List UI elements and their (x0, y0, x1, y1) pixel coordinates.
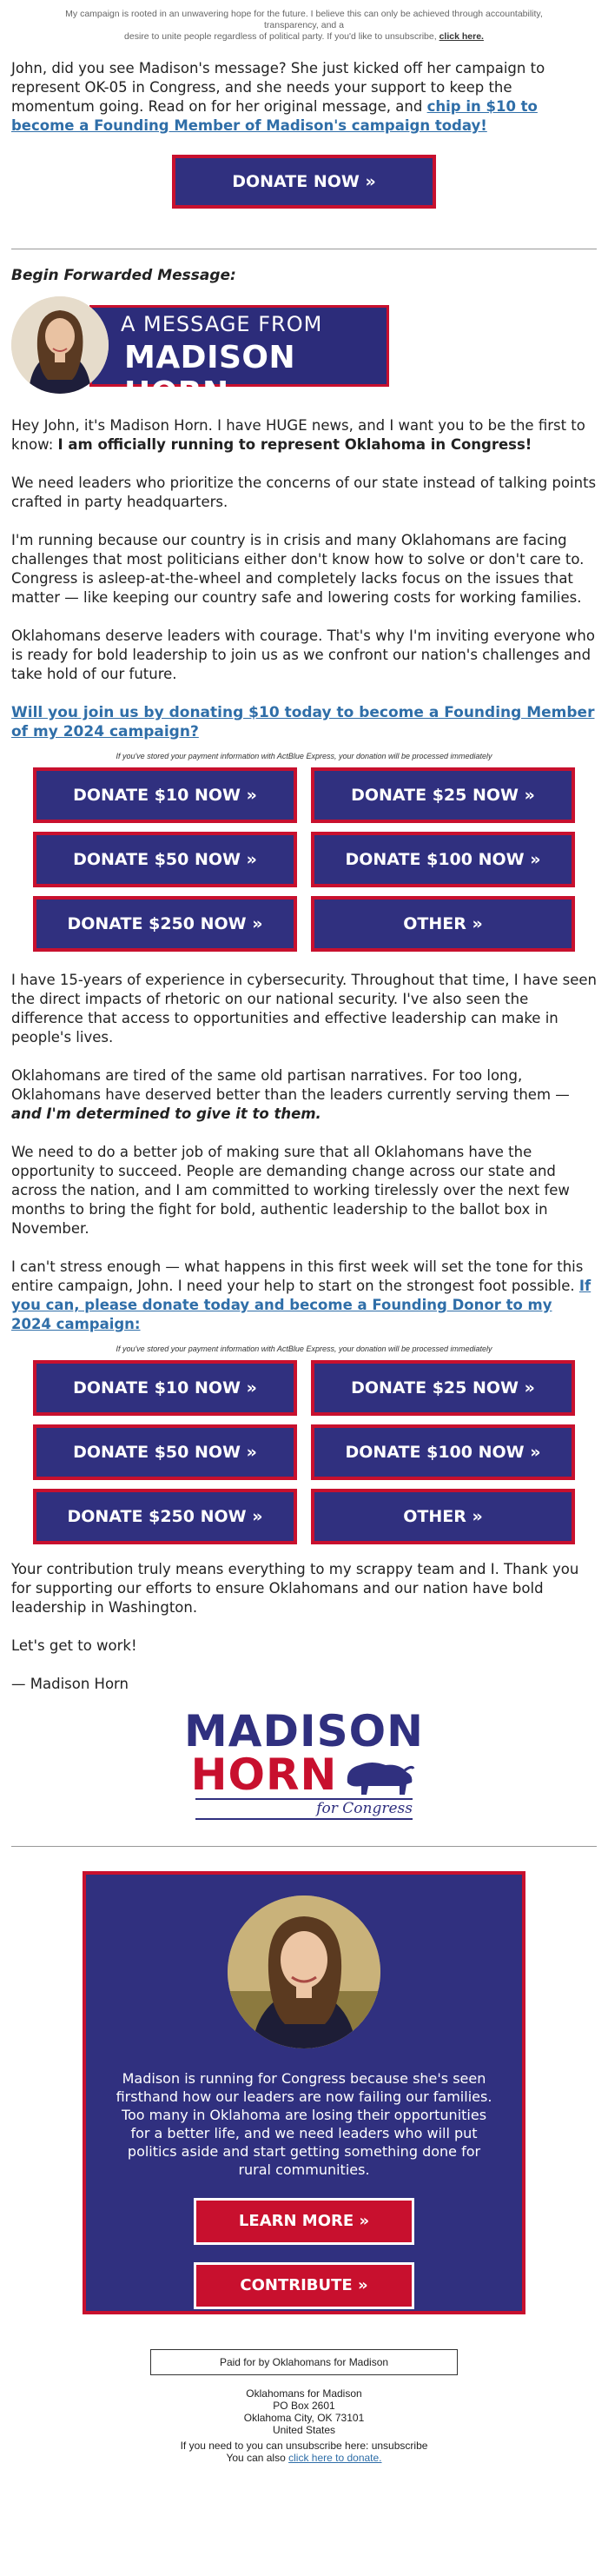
donate-other-button[interactable]: OTHER » (311, 1489, 575, 1544)
letter-p10: Let's get to work! (11, 1637, 137, 1654)
footer-donate-link[interactable]: click here to donate. (288, 2452, 382, 2464)
donation-grid-1 (7, 767, 601, 952)
donate-other-button[interactable]: OTHER » (311, 896, 575, 952)
donate-100-button[interactable]: DONATE $100 NOW » (311, 1424, 575, 1480)
letter-p5: I have 15-years of experience in cybersecurity. Throughout that time, I have seen the direct impacts of rhetoric on our national security. I've also seen the difference that access to opportunities and effective leadership can make in people's lives. (11, 972, 597, 1046)
logo-line2: HORN (190, 1749, 338, 1800)
donate-50-button[interactable]: DONATE $50 NOW » (33, 832, 297, 887)
donate-now-button[interactable]: DONATE NOW » (172, 155, 436, 209)
footer-donate-prefix: You can also (226, 2452, 289, 2464)
preheader (7, 0, 601, 42)
footer-donate-line (7, 2452, 601, 2464)
donate-25-button[interactable]: DONATE $25 NOW » (311, 767, 575, 823)
letter-p4: Oklahomans deserve leaders with courage. That's why I'm inviting everyone who is ready for bold leadership to join us as we confront our nation's challenges and take hold of our future. (11, 627, 595, 682)
banner-line2: MADISON HORN (124, 340, 296, 411)
signature: — Madison Horn (11, 1676, 129, 1692)
footer-org: Oklahomans for Madison (246, 2387, 362, 2400)
letter-p3: I'm running because our country is in crisis and many Oklahomans are facing challenges that most politicians either don't know how to solve or don't care to. Congress is asleep-at-the-wheel and completely lacks focus on the issues that matter — like keeping our country safe and lowering costs for working families. (11, 532, 585, 606)
footer-city: Oklahoma City, OK 73101 (243, 2412, 365, 2424)
donate-10-button[interactable]: DONATE $10 NOW » (33, 767, 297, 823)
donation-grid-2 (7, 1360, 601, 1544)
letter-p8-text: I can't stress enough — what happens in this first week will set the tone for this entire campaign, John. I need your help to start on the strongest foot possible. (11, 1258, 584, 1294)
forwarded-message-label: Begin Forwarded Message: (11, 267, 236, 284)
letter-p1 (7, 416, 601, 455)
bison-icon (342, 1756, 417, 1796)
contribute-button[interactable]: CONTRIBUTE » (194, 2262, 414, 2309)
footer-country: United States (272, 2424, 336, 2436)
banner-line1: A MESSAGE FROM (121, 312, 323, 336)
donate-100-button[interactable]: DONATE $100 NOW » (311, 832, 575, 887)
letter-p9: Your contribution truly means everything to my scrappy team and I. Thank you for supporting our efforts to ensure Oklahomans and our nation have bold leadership in Washington. (11, 1561, 579, 1616)
card-text: Madison is running for Congress because she's seen firsthand how our leaders are now failing our families. Too many in Oklahoma are losing their opportunities for a better life, and we need leaders who will put politics aside and start getting something done for rural communities. (116, 2070, 492, 2178)
donate-250-button[interactable]: DONATE $250 NOW » (33, 1489, 297, 1544)
unsubscribe-link[interactable]: click here. (439, 31, 484, 42)
actblue-note-2: If you've stored your payment information with ActBlue Express, your donation will be processed immediately (116, 1344, 492, 1353)
email-body (7, 0, 601, 2464)
preheader-line1: My campaign is rooted in an unwavering hope for the future. I believe this can only be achieved through accountability, transparency, and a (65, 9, 543, 30)
donate-10-button[interactable]: DONATE $10 NOW » (33, 1360, 297, 1416)
letter-p6-bold: and I'm determined to give it to them. (11, 1105, 321, 1122)
donate-50-button[interactable]: DONATE $50 NOW » (33, 1424, 297, 1480)
preheader-line2: desire to unite people regardless of political party. If you'd like to unsubscribe, (124, 31, 437, 42)
logo-line1: MADISON (184, 1706, 424, 1756)
actblue-note: If you've stored your payment information with ActBlue Express, your donation will be processed immediately (116, 752, 492, 760)
footer-unsubscribe[interactable]: If you need to you can unsubscribe here: unsubscribe (180, 2440, 428, 2452)
learn-more-button[interactable]: LEARN MORE » (194, 2198, 414, 2245)
letter-p6-text: Oklahomans are tired of the same old partisan narratives. For too long, Oklahomans have deserved better than the leaders currently serving them — (11, 1067, 570, 1103)
intro-text: John, did you see Madison's message? She just kicked off her campaign to represent OK-05 in Congress, and she needs your support to keep the momentum going. Read on for her original message, and (11, 60, 545, 115)
letter-p7: We need to do a better job of making sure that all Oklahomans have the opportunity to succeed. People are demanding change across our state and across the nation, and I am committed to working tirelessly over the next few months to bring the fight for bold, authentic leadership to the ballot box in November. (11, 1144, 570, 1237)
intro-donate-link[interactable]: chip in $10 to become a Founding Member of Madison's campaign today! (11, 98, 538, 134)
letter-p6 (7, 1066, 601, 1124)
paid-for-disclaimer: Paid for by Oklahomans for Madison (150, 2349, 458, 2375)
donate-250-button[interactable]: DONATE $250 NOW » (33, 896, 297, 952)
ask-donate-link[interactable]: Will you join us by donating $10 today to become a Founding Member of my 2024 campaign? (11, 704, 595, 740)
letter-p1-bold: I am officially running to represent Oklahoma in Congress! (57, 436, 532, 453)
footer-po-box: PO Box 2601 (273, 2400, 335, 2412)
about-card (83, 1871, 525, 2314)
letter-p2: We need leaders who prioritize the concerns of our state instead of talking points crafted in party headquarters. (11, 475, 597, 510)
message-banner (11, 296, 394, 411)
campaign-logo (7, 1706, 601, 1820)
madison-headshot-image (228, 1895, 380, 2048)
madison-portrait-image (11, 296, 109, 394)
letter-p8 (7, 1258, 601, 1334)
intro-paragraph (7, 59, 601, 136)
footer (7, 2387, 601, 2464)
donate-25-button[interactable]: DONATE $25 NOW » (311, 1360, 575, 1416)
letter-p1-text: Hey John, it's Madison Horn. I have HUGE news, and I want you to be the first to know: (11, 417, 585, 453)
logo-tagline: for Congress (316, 1800, 413, 1817)
letter-ask (7, 703, 601, 741)
founding-donor-link[interactable]: If you can, please donate today and become a Founding Donor to my 2024 campaign: (11, 1278, 591, 1332)
